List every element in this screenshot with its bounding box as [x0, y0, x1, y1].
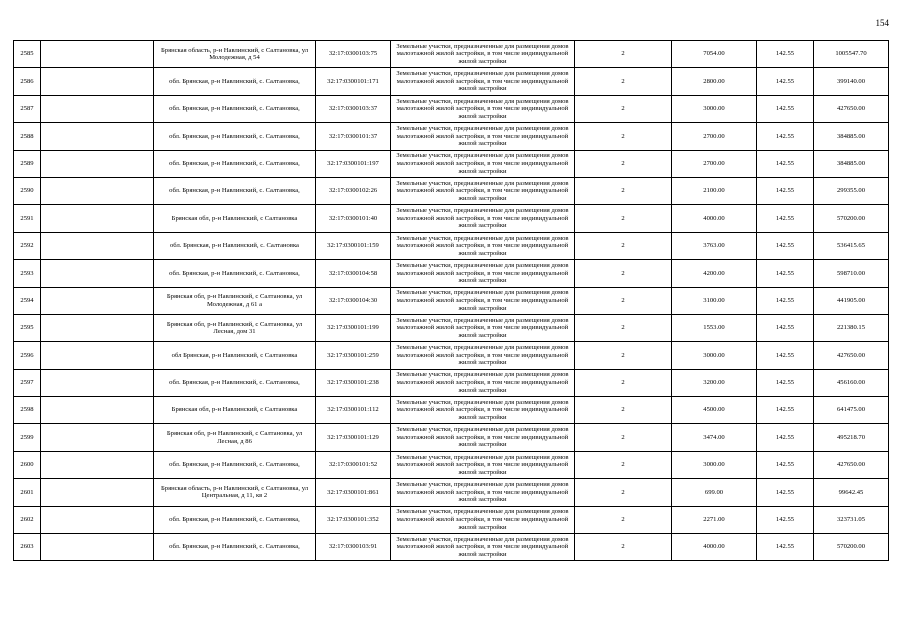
area-cell: 4000.00 [672, 534, 757, 561]
cadastral-value-cell: 570200.00 [814, 205, 889, 232]
row-number: 2585 [14, 41, 41, 68]
row-number: 2595 [14, 314, 41, 341]
cadastral-value-cell: 323731.05 [814, 506, 889, 533]
row-number: 2602 [14, 506, 41, 533]
area-cell: 4000.00 [672, 205, 757, 232]
blank-cell [41, 41, 154, 68]
cadastral-value-cell: 399140.00 [814, 68, 889, 95]
land-use-cell: Земельные участки, предназначенные для размещения домов малоэтажной жилой застройки, в том числе индивидуальной жилой застройки [391, 95, 575, 122]
group-cell: 2 [575, 369, 672, 396]
area-cell: 3474.00 [672, 424, 757, 451]
group-cell: 2 [575, 232, 672, 259]
cadastral-number-cell: 32:17:0300101:199 [316, 314, 391, 341]
specific-value-cell: 142.55 [757, 424, 814, 451]
area-cell: 3200.00 [672, 369, 757, 396]
row-number: 2586 [14, 68, 41, 95]
specific-value-cell: 142.55 [757, 260, 814, 287]
cadastral-value-cell: 427650.00 [814, 342, 889, 369]
cadastral-number-cell: 32:17:0300101:37 [316, 123, 391, 150]
blank-cell [41, 95, 154, 122]
specific-value-cell: 142.55 [757, 479, 814, 506]
address-cell: обл. Брянская, р-н Навлинский, с. Салтановка, [154, 68, 316, 95]
specific-value-cell: 142.55 [757, 451, 814, 478]
row-number: 2600 [14, 451, 41, 478]
blank-cell [41, 150, 154, 177]
area-cell: 2100.00 [672, 177, 757, 204]
cadastral-number-cell: 32:17:0300101:40 [316, 205, 391, 232]
group-cell: 2 [575, 177, 672, 204]
row-number: 2593 [14, 260, 41, 287]
row-number: 2592 [14, 232, 41, 259]
area-cell: 3100.00 [672, 287, 757, 314]
group-cell: 2 [575, 424, 672, 451]
cadastral-number-cell: 32:17:0300101:129 [316, 424, 391, 451]
specific-value-cell: 142.55 [757, 506, 814, 533]
group-cell: 2 [575, 342, 672, 369]
group-cell: 2 [575, 287, 672, 314]
cadastral-value-cell: 221380.15 [814, 314, 889, 341]
row-number: 2597 [14, 369, 41, 396]
address-cell: обл. Брянская, р-н Навлинский, с. Салтановка, [154, 260, 316, 287]
cadastral-value-cell: 427650.00 [814, 95, 889, 122]
land-use-cell: Земельные участки, предназначенные для размещения домов малоэтажной жилой застройки, в том числе индивидуальной жилой застройки [391, 232, 575, 259]
area-cell: 3000.00 [672, 342, 757, 369]
land-use-cell: Земельные участки, предназначенные для размещения домов малоэтажной жилой застройки, в том числе индивидуальной жилой застройки [391, 451, 575, 478]
table-row [14, 260, 889, 287]
cadastral-value-cell: 299355.00 [814, 177, 889, 204]
area-cell: 2271.00 [672, 506, 757, 533]
cadastral-value-cell: 384885.00 [814, 150, 889, 177]
address-cell: Брянская обл, р-н Навлинский, с Салтановка [154, 205, 316, 232]
blank-cell [41, 479, 154, 506]
address-cell: обл. Брянская, р-н Навлинский, с. Салтановка [154, 232, 316, 259]
cadastral-number-cell: 32:17:0300103:75 [316, 41, 391, 68]
land-use-cell: Земельные участки, предназначенные для размещения домов малоэтажной жилой застройки, в том числе индивидуальной жилой застройки [391, 424, 575, 451]
cadastral-value-cell: 99642.45 [814, 479, 889, 506]
table-row [14, 369, 889, 396]
blank-cell [41, 369, 154, 396]
specific-value-cell: 142.55 [757, 397, 814, 424]
group-cell: 2 [575, 397, 672, 424]
table-row [14, 205, 889, 232]
specific-value-cell: 142.55 [757, 205, 814, 232]
cadastral-value-cell: 456160.00 [814, 369, 889, 396]
table-row [14, 506, 889, 533]
land-use-cell: Земельные участки, предназначенные для размещения домов малоэтажной жилой застройки, в том числе индивидуальной жилой застройки [391, 342, 575, 369]
table-row [14, 232, 889, 259]
group-cell: 2 [575, 506, 672, 533]
table-row [14, 68, 889, 95]
land-use-cell: Земельные участки, предназначенные для размещения домов малоэтажной жилой застройки, в том числе индивидуальной жилой застройки [391, 534, 575, 561]
address-cell: Брянская область, р-н Навлинский, с Салтановка, ул Молодежная, д 54 [154, 41, 316, 68]
area-cell: 7054.00 [672, 41, 757, 68]
address-cell: обл. Брянская, р-н Навлинский, с. Салтановка, [154, 95, 316, 122]
cadastral-number-cell: 32:17:0300104:58 [316, 260, 391, 287]
cadastral-value-cell: 1005547.70 [814, 41, 889, 68]
table-row [14, 397, 889, 424]
land-use-cell: Земельные участки, предназначенные для размещения домов малоэтажной жилой застройки, в том числе индивидуальной жилой застройки [391, 397, 575, 424]
table-row [14, 95, 889, 122]
specific-value-cell: 142.55 [757, 369, 814, 396]
cadastral-value-cell: 570200.00 [814, 534, 889, 561]
cadastral-value-cell: 441905.00 [814, 287, 889, 314]
land-use-cell: Земельные участки, предназначенные для размещения домов малоэтажной жилой застройки, в том числе индивидуальной жилой застройки [391, 506, 575, 533]
cadastral-value-cell: 536415.65 [814, 232, 889, 259]
cadastral-number-cell: 32:17:0300101:197 [316, 150, 391, 177]
table-row [14, 150, 889, 177]
blank-cell [41, 205, 154, 232]
area-cell: 3763.00 [672, 232, 757, 259]
row-number: 2588 [14, 123, 41, 150]
cadastral-number-cell: 32:17:0300101:352 [316, 506, 391, 533]
blank-cell [41, 534, 154, 561]
specific-value-cell: 142.55 [757, 287, 814, 314]
group-cell: 2 [575, 123, 672, 150]
table-row [14, 314, 889, 341]
specific-value-cell: 142.55 [757, 314, 814, 341]
specific-value-cell: 142.55 [757, 232, 814, 259]
row-number: 2591 [14, 205, 41, 232]
specific-value-cell: 142.55 [757, 95, 814, 122]
address-cell: Брянская обл, р-н Навлинский, с Салтановка, ул Лесная, дом 31 [154, 314, 316, 341]
row-number: 2590 [14, 177, 41, 204]
area-cell: 4200.00 [672, 260, 757, 287]
land-use-cell: Земельные участки, предназначенные для размещения домов малоэтажной жилой застройки, в том числе индивидуальной жилой застройки [391, 150, 575, 177]
blank-cell [41, 260, 154, 287]
row-number: 2587 [14, 95, 41, 122]
cadastral-number-cell: 32:17:0300101:259 [316, 342, 391, 369]
blank-cell [41, 451, 154, 478]
area-cell: 2700.00 [672, 123, 757, 150]
specific-value-cell: 142.55 [757, 123, 814, 150]
address-cell: обл. Брянская, р-н Навлинский, с. Салтановка, [154, 150, 316, 177]
cadastral-number-cell: 32:17:0300101:159 [316, 232, 391, 259]
row-number: 2594 [14, 287, 41, 314]
table-row [14, 287, 889, 314]
address-cell: обл. Брянская, р-н Навлинский, с. Салтановка, [154, 123, 316, 150]
cadastral-value-cell: 598710.00 [814, 260, 889, 287]
blank-cell [41, 232, 154, 259]
address-cell: обл. Брянская, р-н Навлинский, с. Салтановка, [154, 506, 316, 533]
group-cell: 2 [575, 41, 672, 68]
specific-value-cell: 142.55 [757, 150, 814, 177]
address-cell: обл Брянская, р-н Навлинский, с Салтановка [154, 342, 316, 369]
table-row [14, 451, 889, 478]
table-row [14, 123, 889, 150]
cadastral-value-table [13, 40, 889, 561]
specific-value-cell: 142.55 [757, 534, 814, 561]
cadastral-number-cell: 32:17:0300101:238 [316, 369, 391, 396]
address-cell: Брянская обл, р-н Навлинский, с Салтановка, ул Молодежная, д 61 а [154, 287, 316, 314]
specific-value-cell: 142.55 [757, 41, 814, 68]
area-cell: 2800.00 [672, 68, 757, 95]
area-cell: 4500.00 [672, 397, 757, 424]
blank-cell [41, 123, 154, 150]
group-cell: 2 [575, 150, 672, 177]
cadastral-number-cell: 32:17:0300102:26 [316, 177, 391, 204]
group-cell: 2 [575, 95, 672, 122]
blank-cell [41, 506, 154, 533]
group-cell: 2 [575, 479, 672, 506]
cadastral-number-cell: 32:17:0300103:91 [316, 534, 391, 561]
blank-cell [41, 177, 154, 204]
area-cell: 1553.00 [672, 314, 757, 341]
land-use-cell: Земельные участки, предназначенные для размещения домов малоэтажной жилой застройки, в том числе индивидуальной жилой застройки [391, 205, 575, 232]
cadastral-value-cell: 641475.00 [814, 397, 889, 424]
address-cell: обл. Брянская, р-н Навлинский, с. Салтановка, [154, 369, 316, 396]
specific-value-cell: 142.55 [757, 177, 814, 204]
land-use-cell: Земельные участки, предназначенные для размещения домов малоэтажной жилой застройки, в том числе индивидуальной жилой застройки [391, 479, 575, 506]
cadastral-number-cell: 32:17:0300104:30 [316, 287, 391, 314]
group-cell: 2 [575, 68, 672, 95]
specific-value-cell: 142.55 [757, 342, 814, 369]
area-cell: 699.00 [672, 479, 757, 506]
land-use-cell: Земельные участки, предназначенные для размещения домов малоэтажной жилой застройки, в том числе индивидуальной жилой застройки [391, 123, 575, 150]
blank-cell [41, 314, 154, 341]
blank-cell [41, 342, 154, 369]
address-cell: Брянская обл, р-н Навлинский, с Салтановка, ул Лесная, д 86 [154, 424, 316, 451]
page-number: 154 [875, 18, 889, 28]
table-row [14, 424, 889, 451]
address-cell: Брянская обл, р-н Навлинский, с Салтановка [154, 397, 316, 424]
address-cell: Брянская область, р-н Навлинский, с Салтановка, ул Центральная, д 11, кв 2 [154, 479, 316, 506]
area-cell: 2700.00 [672, 150, 757, 177]
row-number: 2599 [14, 424, 41, 451]
blank-cell [41, 424, 154, 451]
land-use-cell: Земельные участки, предназначенные для размещения домов малоэтажной жилой застройки, в том числе индивидуальной жилой застройки [391, 287, 575, 314]
table-row [14, 342, 889, 369]
address-cell: обл. Брянская, р-н Навлинский, с. Салтановка, [154, 451, 316, 478]
table-body [14, 41, 889, 561]
table-row [14, 534, 889, 561]
land-use-cell: Земельные участки, предназначенные для размещения домов малоэтажной жилой застройки, в том числе индивидуальной жилой застройки [391, 41, 575, 68]
area-cell: 3000.00 [672, 95, 757, 122]
group-cell: 2 [575, 260, 672, 287]
cadastral-number-cell: 32:17:0300101:861 [316, 479, 391, 506]
area-cell: 3000.00 [672, 451, 757, 478]
table-row [14, 479, 889, 506]
row-number: 2598 [14, 397, 41, 424]
blank-cell [41, 68, 154, 95]
row-number: 2601 [14, 479, 41, 506]
cadastral-number-cell: 32:17:0300103:37 [316, 95, 391, 122]
group-cell: 2 [575, 205, 672, 232]
cadastral-value-cell: 495218.70 [814, 424, 889, 451]
specific-value-cell: 142.55 [757, 68, 814, 95]
group-cell: 2 [575, 314, 672, 341]
blank-cell [41, 287, 154, 314]
address-cell: обл. Брянская, р-н Навлинский, с. Салтановка, [154, 177, 316, 204]
row-number: 2596 [14, 342, 41, 369]
table-row [14, 177, 889, 204]
land-use-cell: Земельные участки, предназначенные для размещения домов малоэтажной жилой застройки, в том числе индивидуальной жилой застройки [391, 177, 575, 204]
land-use-cell: Земельные участки, предназначенные для размещения домов малоэтажной жилой застройки, в том числе индивидуальной жилой застройки [391, 369, 575, 396]
land-use-cell: Земельные участки, предназначенные для размещения домов малоэтажной жилой застройки, в том числе индивидуальной жилой застройки [391, 260, 575, 287]
table-row [14, 41, 889, 68]
row-number: 2589 [14, 150, 41, 177]
address-cell: обл. Брянская, р-н Навлинский, с. Салтановка, [154, 534, 316, 561]
blank-cell [41, 397, 154, 424]
cadastral-number-cell: 32:17:0300101:52 [316, 451, 391, 478]
group-cell: 2 [575, 534, 672, 561]
cadastral-number-cell: 32:17:0300101:171 [316, 68, 391, 95]
cadastral-value-cell: 384885.00 [814, 123, 889, 150]
group-cell: 2 [575, 451, 672, 478]
land-use-cell: Земельные участки, предназначенные для размещения домов малоэтажной жилой застройки, в том числе индивидуальной жилой застройки [391, 314, 575, 341]
cadastral-value-cell: 427650.00 [814, 451, 889, 478]
row-number: 2603 [14, 534, 41, 561]
land-use-cell: Земельные участки, предназначенные для размещения домов малоэтажной жилой застройки, в том числе индивидуальной жилой застройки [391, 68, 575, 95]
cadastral-number-cell: 32:17:0300101:112 [316, 397, 391, 424]
